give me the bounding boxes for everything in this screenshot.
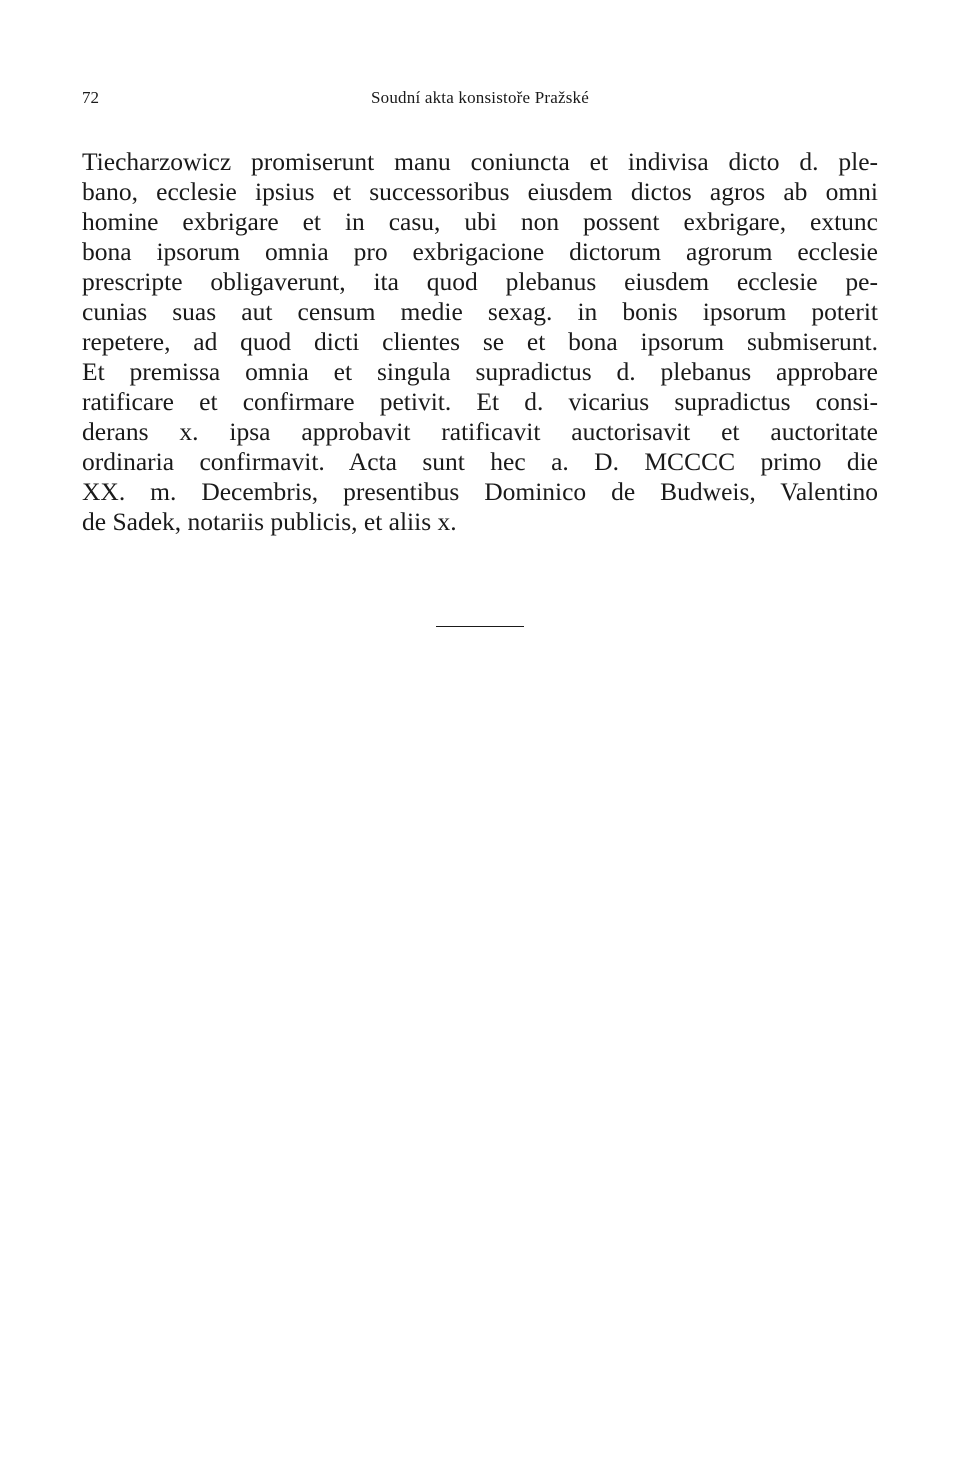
text-line: ordinaria confirmavit. Acta sunt hec a. D. MCCCC primo die: [82, 447, 878, 476]
text-line: prescripte obligaverunt, ita quod plebanus eiusdem ecclesie pe-: [82, 267, 878, 296]
text-line: Tiecharzowicz promiserunt manu coniuncta et indivisa dicto d. ple-: [82, 147, 878, 176]
page-number: 72: [82, 88, 99, 107]
text-line-last: de Sadek, notariis publicis, et aliis x.: [82, 507, 457, 536]
text-line: repetere, ad quod dicti clientes se et bona ipsorum submiserunt.: [82, 327, 878, 356]
text-line: XX. m. Decembris, presentibus Dominico de Budweis, Valentino: [82, 477, 878, 506]
text-line: ratificare et confirmare petivit. Et d. vicarius supradictus consi-: [82, 387, 878, 416]
text-line: Et premissa omnia et singula supradictus d. plebanus approbare: [82, 357, 878, 386]
section-end-rule: [436, 626, 524, 627]
body-paragraph: [82, 147, 878, 537]
text-line: derans x. ipsa approbavit ratificavit auctorisavit et auctoritate: [82, 417, 878, 446]
text-line: bona ipsorum omnia pro exbrigacione dictorum agrorum ecclesie: [82, 237, 878, 266]
text-line: cunias suas aut censum medie sexag. in bonis ipsorum poterit: [82, 297, 878, 326]
text-line: homine exbrigare et in casu, ubi non possent exbrigare, extunc: [82, 207, 878, 236]
running-title: Soudní akta konsistoře Pražské: [371, 88, 589, 107]
page-header: [82, 88, 878, 114]
text-line: bano, ecclesie ipsius et successoribus eiusdem dictos agros ab omni: [82, 177, 878, 206]
